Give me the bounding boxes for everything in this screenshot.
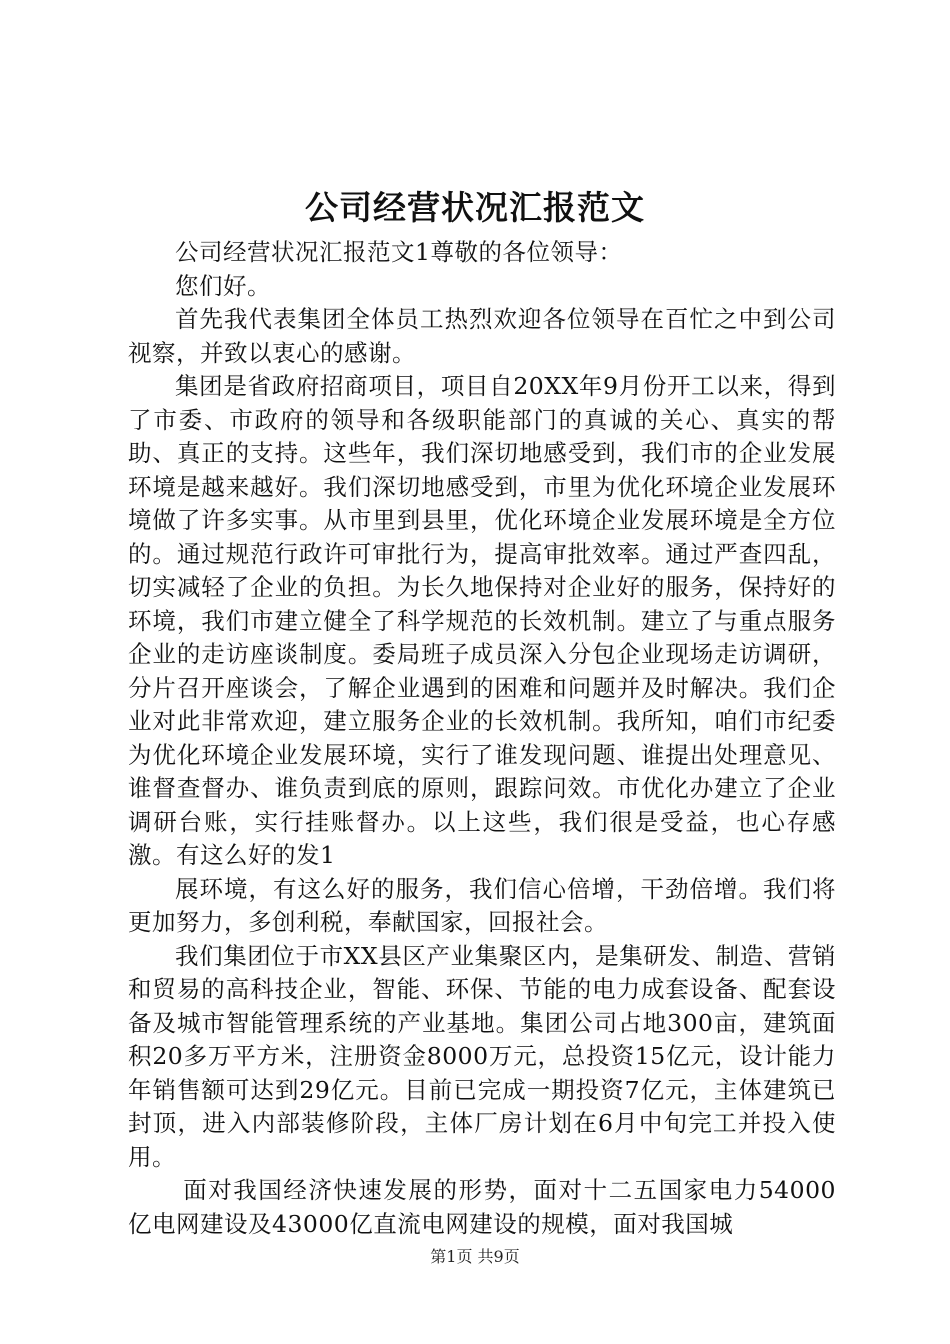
paragraph-continuation: 展环境，有这么好的服务，我们信心倍增，干劲倍增。我们将更加努力，多创利税，奉献国家，回报社会。 [128, 874, 836, 936]
paragraph-company-profile: 我们集团位于市XX县区产业集聚区内，是集研发、制造、营销和贸易的高科技企业，智能、环保、节能的电力成套设备、配套设备及城市智能管理系统的产业基地。集团公司占地300亩，建筑面积20多万平方米，注册资金8000万元，总投资15亿元，设计能力年销售额可达到29亿元。目前已完成一期投资7亿元，主体建筑已封顶，进入内部装修阶段，主体厂房计划在6月中旬完工并投入使用。 [128, 941, 836, 1171]
document-title: 公司经营状况汇报范文 [305, 188, 645, 227]
paragraph-environment: 集团是省政府招商项目，项目自20XX年9月份开工以来，得到了市委、市政府的领导和各级职能部门的真诚的关心、真实的帮助、真正的支持。这些年，我们深切地感受到，我们市的企业发展环境是越来越好。我们深切地感受到，市里为优化环境企业发展环境做了许多实事。从市里到县里，优化环境企业发展环境是全方位的。通过规范行政许可审批行为，提高审批效率。通过严查四乱，切实减轻了企业的负担。为长久地保持对企业好的服务，保持好的环境，我们市建立健全了科学规范的长效机制。建立了与重点服务企业的走访座谈制度。委局班子成员深入分包企业现场走访调研，分片召开座谈会，了解企业遇到的困难和问题并及时解决。我们企业对此非常欢迎，建立服务企业的长效机制。我所知，咱们市纪委为优化环境企业发展环境，实行了谁发现问题、谁提出处理意见、谁督查督办、谁负责到底的原则，跟踪问效。市优化办建立了企业调研台账，实行挂账督办。以上这些，我们很是受益，也心存感激。有这么好的发1 [128, 372, 836, 869]
page-number-footer: 第1页 共9页 [430, 1247, 520, 1266]
paragraph-welcome: 首先我代表集团全体员工热烈欢迎各位领导在百忙之中到公司视察，并致以衷心的感谢。 [128, 305, 836, 367]
document-body [128, 236, 836, 1241]
paragraph-hello: 您们好。 [175, 271, 271, 300]
paragraph-outlook: 面对我国经济快速发展的形势，面对十二五国家电力54000亿电网建设及43000亿直流电网建设的规模，面对我国城 [128, 1176, 836, 1238]
paragraph-greeting: 公司经营状况汇报范文1尊敬的各位领导： [175, 238, 623, 266]
